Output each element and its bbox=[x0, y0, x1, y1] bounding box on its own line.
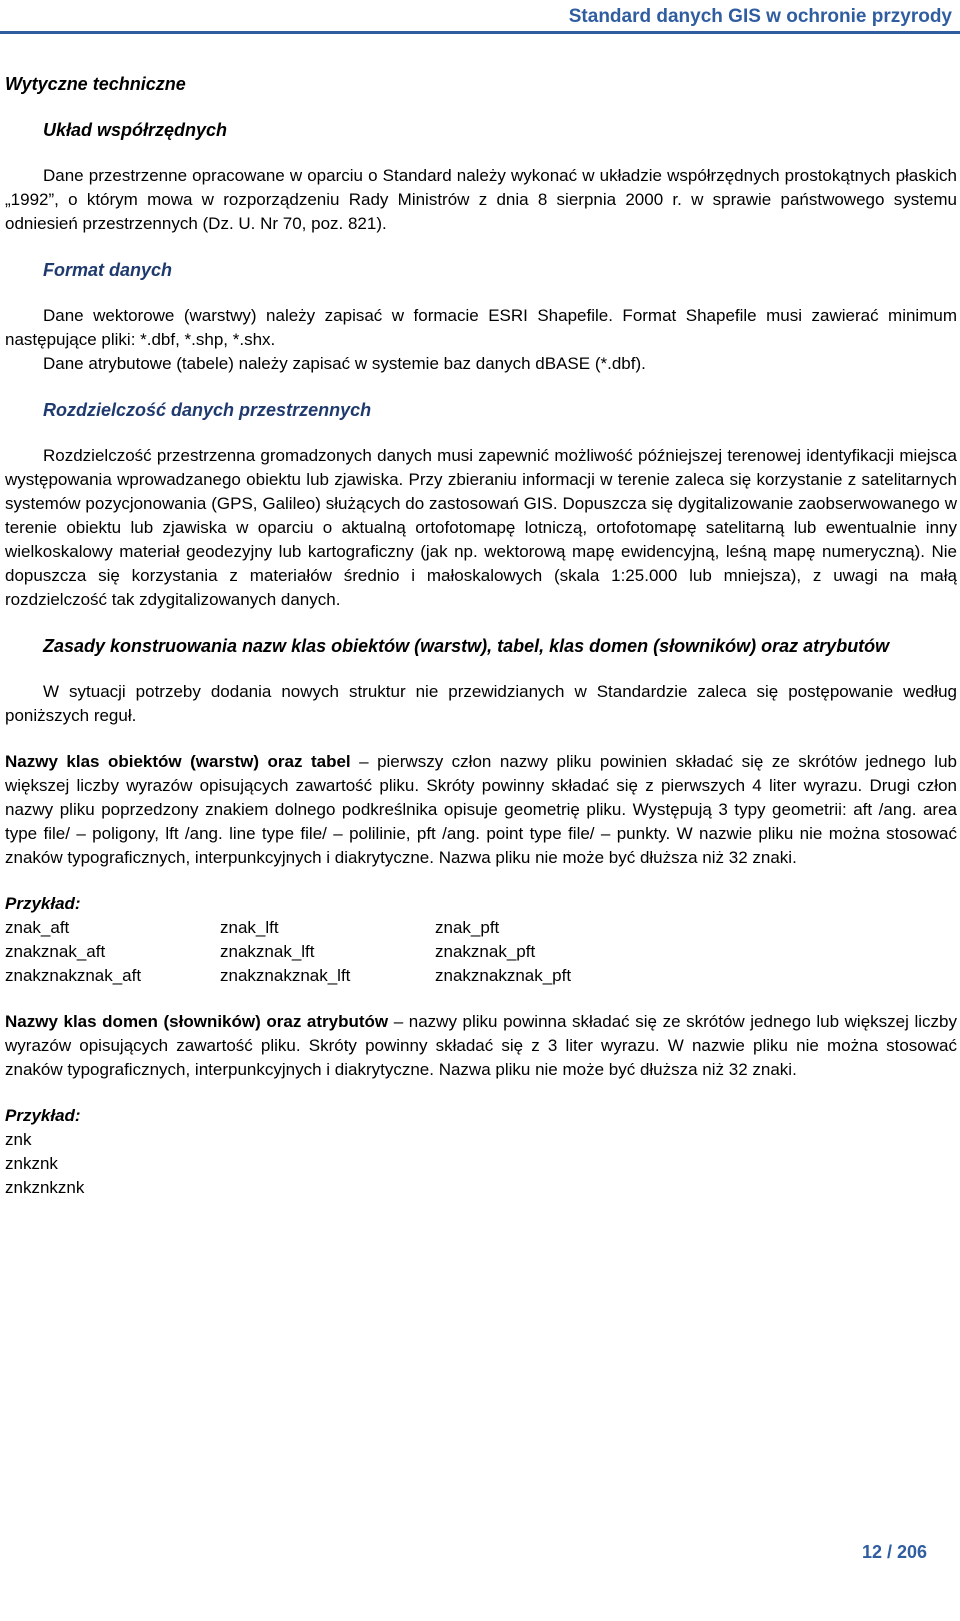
paragraph-format-1: Dane wektorowe (warstwy) należy zapisać w formacie ESRI Shapefile. Format Shapefile musi zawierać minimum następujące pliki: *.dbf, *.shp, *.shx. bbox=[5, 306, 957, 349]
paragraph-resolution: Rozdzielczość przestrzenna gromadzonych danych musi zapewnić możliwość późniejszej terenowej identyfikacji miejsca występowania wprowadzanego obiektu lub zjawiska. Przy zbieraniu informacji w terenie zaleca się korzystanie z satelitarnych systemów pozycjonowania (GPS, Galileo) służących do zastosowań GIS. Dopuszcza się dygitalizowanie zaobserwowanego w terenie obiektu lub zjawiska w oparciu o aktualną ortofotomapę lotniczą, ortofotomapę satelitarną lub ewentualnie inny wielkoskalowy materiał geodezyjny lub kartograficzny (jak np. wektorową mapę ewidencyjną, leśną mapę numeryczną). Nie dopuszcza się korzystania z materiałów średnio i małoskalowych (skala 1:25.000 lub mniejsza), z uwagi na małą rozdzielczość tak zdygitalizowanych danych. bbox=[5, 446, 957, 609]
example-cell: znak_lft bbox=[220, 918, 279, 937]
example-cell: znak_pft bbox=[435, 918, 500, 937]
section-heading-technical: Wytyczne techniczne bbox=[5, 74, 186, 94]
header-title: Standard danych GIS w ochronie przyrody bbox=[568, 6, 952, 27]
example-label-2: Przykład: bbox=[5, 1106, 81, 1125]
example-label-1: Przykład: bbox=[5, 894, 81, 913]
example-cell: znakznak_lft bbox=[220, 942, 315, 961]
example-cell: znakznakznak_lft bbox=[220, 966, 351, 985]
page-header bbox=[0, 0, 960, 34]
heading-format: Format danych bbox=[43, 260, 173, 280]
classes-term: Nazwy klas obiektów (warstw) oraz tabel bbox=[5, 752, 351, 771]
example-list-2 bbox=[5, 1128, 957, 1200]
example-cell: znakznakznak_aft bbox=[5, 966, 142, 985]
example-cell: znakznakznak_pft bbox=[435, 966, 572, 985]
list-item: znkznk bbox=[5, 1154, 58, 1173]
domains-term: Nazwy klas domen (słowników) oraz atrybutów bbox=[5, 1012, 389, 1031]
document-body bbox=[5, 72, 957, 1200]
heading-coordinates: Układ współrzędnych bbox=[43, 120, 228, 140]
list-item: znkznkznk bbox=[5, 1178, 85, 1197]
heading-naming: Zasady konstruowania nazw klas obiektów (warstw), tabel, klas domen (słowników) oraz atrybutów bbox=[43, 636, 890, 656]
example-cell: znakznak_aft bbox=[5, 942, 106, 961]
example-grid-1 bbox=[5, 916, 957, 988]
domains-description: – nazwy pliku powinna składać się ze skrótów jednego lub większej liczby wyrazów opisujących zawartość pliku. Skróty powinny składać się z 3 liter wyrazu. W nazwie pliku nie można stosować znaków typograficznych, interpunkcyjnych i diakrytyczne. Nazwa pliku nie może być dłuższa niż 32 znaki. bbox=[5, 1012, 957, 1079]
paragraph-domains bbox=[5, 1010, 957, 1082]
example-cell: znak_aft bbox=[5, 918, 70, 937]
paragraph-naming: W sytuacji potrzeby dodania nowych struktur nie przewidzianych w Standardzie zaleca się postępowanie według poniższych reguł. bbox=[5, 682, 957, 725]
paragraph-coordinates: Dane przestrzenne opracowane w oparciu o Standard należy wykonać w układzie współrzędnych prostokątnych płaskich „1992”, o którym mowa w rozporządzeniu Rady Ministrów z dnia 8 sierpnia 2000 r. w sprawie państwowego systemu odniesień przestrzennych (Dz. U. Nr 70, poz. 821). bbox=[5, 166, 957, 233]
paragraph-classes bbox=[5, 750, 957, 870]
list-item: znk bbox=[5, 1130, 32, 1149]
example-cell: znakznak_pft bbox=[435, 942, 536, 961]
paragraph-format-2: Dane atrybutowe (tabele) należy zapisać w systemie baz danych dBASE (*.dbf). bbox=[43, 354, 646, 373]
header-rule bbox=[0, 31, 960, 34]
page-number: 12 / 206 bbox=[861, 1542, 927, 1562]
heading-resolution: Rozdzielczość danych przestrzennych bbox=[43, 400, 372, 420]
classes-description: – pierwszy człon nazwy pliku powinien składać się ze skrótów jednego lub większej liczby wyrazów opisujących zawartość pliku. Skróty powinny składać się z pierwszych 4 liter wyrazu. Drugi człon nazwy pliku poprzedzony znakiem dolnego podkreślnika opisuje geometrię pliku. Występują 3 typy geometrii: aft /ang. area type file/ – poligony, lft /ang. line type file/ – polilinie, pft /ang. point type file/ – punkty. W nazwie pliku nie można stosować znaków typograficznych, interpunkcyjnych i diakrytyczne. Nazwa pliku nie może być dłuższa niż 32 znaki. bbox=[5, 752, 957, 867]
